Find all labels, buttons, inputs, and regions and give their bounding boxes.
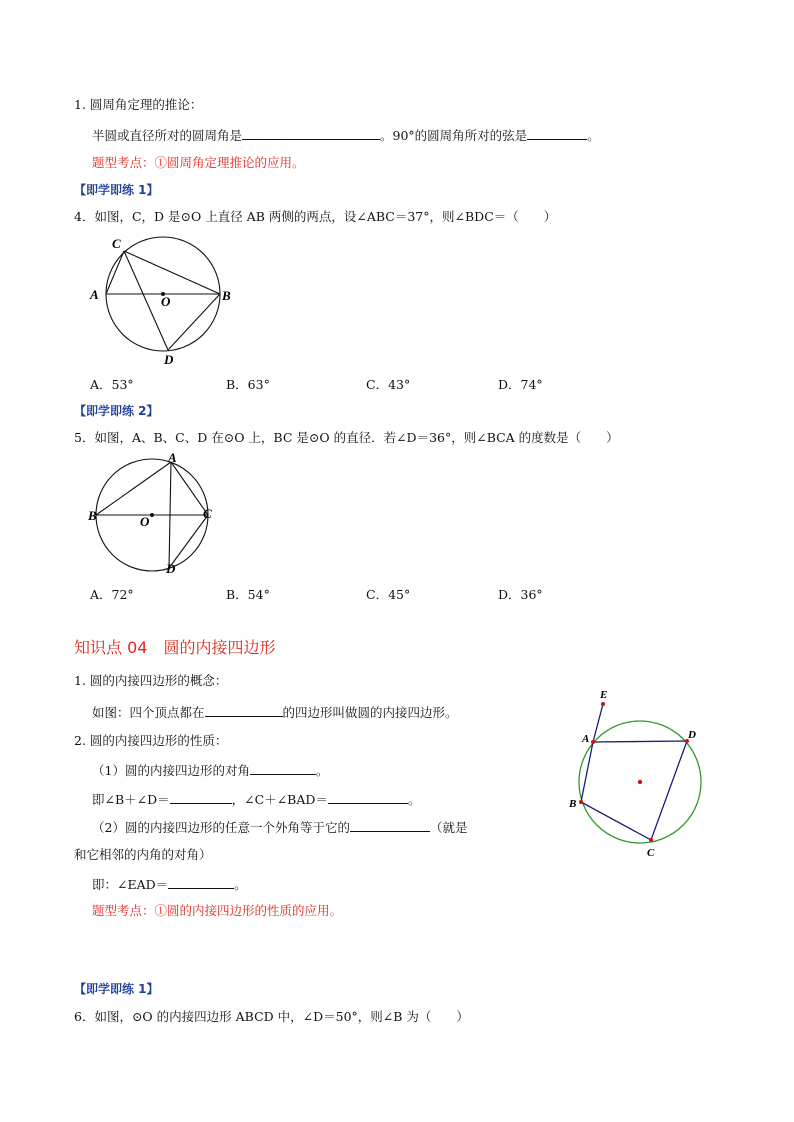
option-c[interactable]: C．45° <box>366 587 411 602</box>
option-b[interactable]: B．63° <box>226 377 270 392</box>
circle-figure-q5 <box>86 450 226 580</box>
text: 和它相邻的内角的对角） <box>74 847 212 862</box>
label-A: A <box>582 733 590 745</box>
question: 5．如图，A、B、C、D 在⊙O 上，BC 是⊙O 的直径．若∠D＝36°，则∠BCA 的度数是（ ） <box>74 430 619 445</box>
label-A: A <box>90 287 99 302</box>
text: 。 <box>587 128 600 143</box>
exam-point: 题型考点：①圆的内接四边形的性质的应用。 <box>92 903 343 918</box>
exam-point: 题型考点：①圆周角定理推论的应用。 <box>92 155 305 170</box>
section-heading: 知识点 04 圆的内接四边形 <box>74 638 276 657</box>
text: （就是 <box>429 820 468 835</box>
label-C: C <box>112 236 121 251</box>
option-c[interactable]: C．43° <box>366 377 411 392</box>
text: 。 <box>234 877 247 892</box>
item-title: 1. 圆的内接四边形的概念： <box>74 673 228 688</box>
label-O: O <box>140 514 150 529</box>
text: 即：∠EAD＝ <box>92 877 169 892</box>
text: 。 <box>315 763 329 778</box>
label-D: D <box>688 729 696 741</box>
fill-sentence <box>92 819 467 836</box>
item-title: 1. 圆周角定理的推论： <box>74 97 203 112</box>
item-title: 2. 圆的内接四边形的性质： <box>74 733 228 748</box>
text: （1）圆的内接四边形的对角 <box>92 763 250 778</box>
label-D: D <box>166 561 176 576</box>
fill-sentence <box>92 876 247 893</box>
circle-figure-q4 <box>86 230 236 370</box>
label-O: O <box>161 294 171 309</box>
text: 。90°的圆周角所对的弦是 <box>380 128 528 143</box>
answer-blank[interactable] <box>350 819 430 832</box>
answer-blank[interactable] <box>168 876 234 889</box>
text: 即∠B＋∠D＝ <box>92 792 170 807</box>
answer-blank[interactable] <box>527 127 587 140</box>
text: 半圆或直径所对的圆周角是 <box>92 128 243 143</box>
answer-blank[interactable] <box>242 127 380 140</box>
answer-blank[interactable] <box>250 762 316 775</box>
fill-sentence <box>92 791 420 808</box>
text: 如图：四个顶点都在 <box>92 705 205 720</box>
text: （2）圆的内接四边形的任意一个外角等于它的 <box>92 820 350 835</box>
fill-sentence <box>92 127 600 144</box>
practice-tag: 【即学即练 1】 <box>74 982 159 996</box>
question: 6．如图，⊙O 的内接四边形 ABCD 中，∠D＝50°，则∠B 为（ ） <box>74 1009 469 1024</box>
label-D: D <box>164 352 174 367</box>
practice-tag: 【即学即练 2】 <box>74 404 159 418</box>
inscribed-quadrilateral-figure <box>560 685 720 863</box>
label-B: B <box>222 288 231 303</box>
option-d[interactable]: D．74° <box>498 377 543 392</box>
question: 4．如图，C，D 是⊙O 上直径 AB 两侧的两点，设∠ABC＝37°，则∠BDC＝（ ） <box>74 209 557 224</box>
label-B: B <box>88 508 97 523</box>
answer-blank[interactable] <box>205 704 283 717</box>
answer-blank[interactable] <box>328 791 408 804</box>
label-A: A <box>168 450 177 465</box>
text: 的四边形叫做圆的内接四边形。 <box>282 705 458 720</box>
answer-blank[interactable] <box>170 791 232 804</box>
practice-tag: 【即学即练 1】 <box>74 183 159 197</box>
label-B: B <box>569 798 577 810</box>
fill-sentence <box>92 762 328 779</box>
label-E: E <box>600 689 608 701</box>
text: ，∠C＋∠BAD＝ <box>231 792 328 807</box>
text: 。 <box>407 792 421 807</box>
option-b[interactable]: B．54° <box>226 587 270 602</box>
label-C: C <box>647 847 655 859</box>
label-C: C <box>203 506 212 521</box>
option-a[interactable]: A．72° <box>90 587 134 602</box>
fill-sentence <box>92 704 458 721</box>
option-d[interactable]: D．36° <box>498 587 543 602</box>
option-a[interactable]: A．53° <box>90 377 134 392</box>
